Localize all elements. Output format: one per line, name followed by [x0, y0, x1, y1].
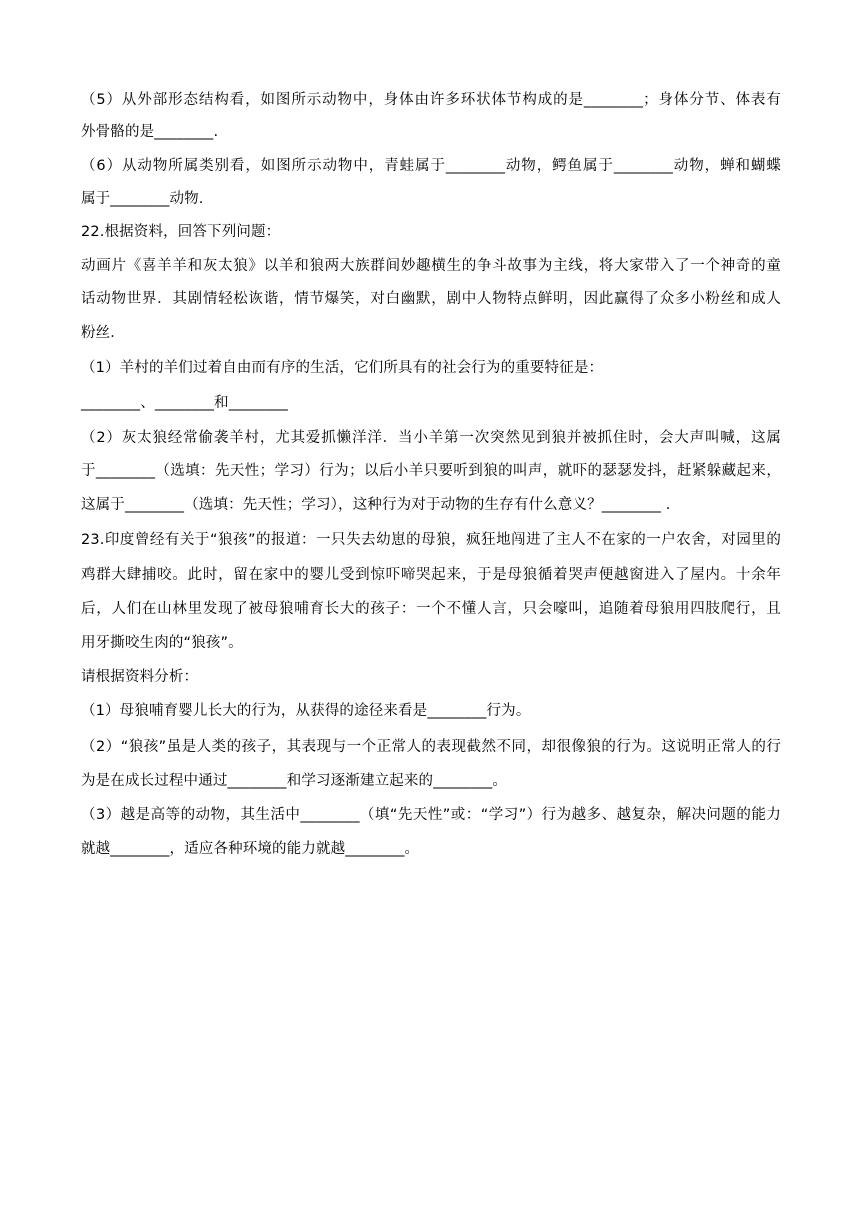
q22-material-line-2: 话动物世界．其剧情轻松诙谐，情节爆笑，对白幽默，剧中人物特点鲜明，因此赢得了众多小粉丝和成人	[81, 291, 781, 307]
q23-prompt: 请根据资料分析：	[81, 669, 199, 685]
q21-5-line-2: 外骨骼的是________.	[81, 124, 219, 140]
q23-1-question: （1）母狼哺育婴儿长大的行为，从获得的途径来看是________行为。	[81, 703, 531, 719]
q23-3-line-2: 就越________，适应各种环境的能力就越________。	[81, 841, 420, 857]
q22-2-line-1: （2）灰太狼经常偷袭羊村，尤其爱抓懒洋洋．当小羊第一次突然见到狼并被抓住时，会大声叫喊，这属	[81, 430, 781, 446]
q22-material-line-3: 粉丝．	[81, 325, 125, 341]
q23-3-line-1: （3）越是高等的动物，其生活中________（填“先天性”或：“学习”）行为越多、越复杂，解决问题的能力	[81, 807, 781, 823]
q22-material-line-1: 动画片《喜羊羊和灰太狼》以羊和狼两大族群间妙趣横生的争斗故事为主线，将大家带入了一个神奇的童	[81, 258, 781, 274]
q22-1-blanks: ________、________和________	[81, 395, 288, 411]
q23-material-line-2: 鸡群大肆捕咬。此时，留在家中的婴儿受到惊吓啼哭起来，于是母狼循着哭声便越窗进入了屋内。十余年	[81, 567, 781, 583]
q23-2-line-2: 为是在成长过程中通过________和学习逐渐建立起来的________。	[81, 773, 508, 789]
q22-1-question: （1）羊村的羊们过着自由而有序的生活，它们所具有的社会行为的重要特征是：	[81, 360, 604, 376]
q22-2-line-3: 这属于________（选填：先天性；学习），这种行为对于动物的生存有什么意义？________ .	[81, 497, 671, 513]
q23-2-line-1: （2）“狼孩”虽是人类的孩子，其表现与一个正常人的表现截然不同，却很像狼的行为。这说明正常人的行	[81, 739, 781, 755]
q21-6-line-2: 属于________动物.	[81, 191, 204, 207]
q23-material-line-3: 后，人们在山林里发现了被母狼哺育长大的孩子：一个不懂人言，只会嚎叫，追随着母狼用四肢爬行，且	[81, 601, 781, 617]
q22-2-line-2: 于________（选填：先天性；学习）行为；以后小羊只要听到狼的叫声，就吓的瑟瑟发抖，赶紧躲藏起来，	[81, 463, 781, 479]
q21-6-line-1: （6）从动物所属类别看，如图所示动物中，青蛙属于________动物，鳄鱼属于________动物，蝉和蝴蝶	[81, 158, 781, 174]
q23-heading-line-1: 23.印度曾经有关于“狼孩”的报道：一只失去幼崽的母狼，疯狂地闯进了主人不在家的一户农舍，对园里的	[81, 532, 781, 548]
q22-heading: 22.根据资料，回答下列问题：	[81, 224, 281, 240]
q21-5-line-1: （5）从外部形态结构看，如图所示动物中，身体由许多环状体节构成的是________；身体分节、体表有	[81, 92, 781, 108]
q23-material-line-4: 用牙撕咬生肉的“狼孩”。	[81, 635, 243, 651]
